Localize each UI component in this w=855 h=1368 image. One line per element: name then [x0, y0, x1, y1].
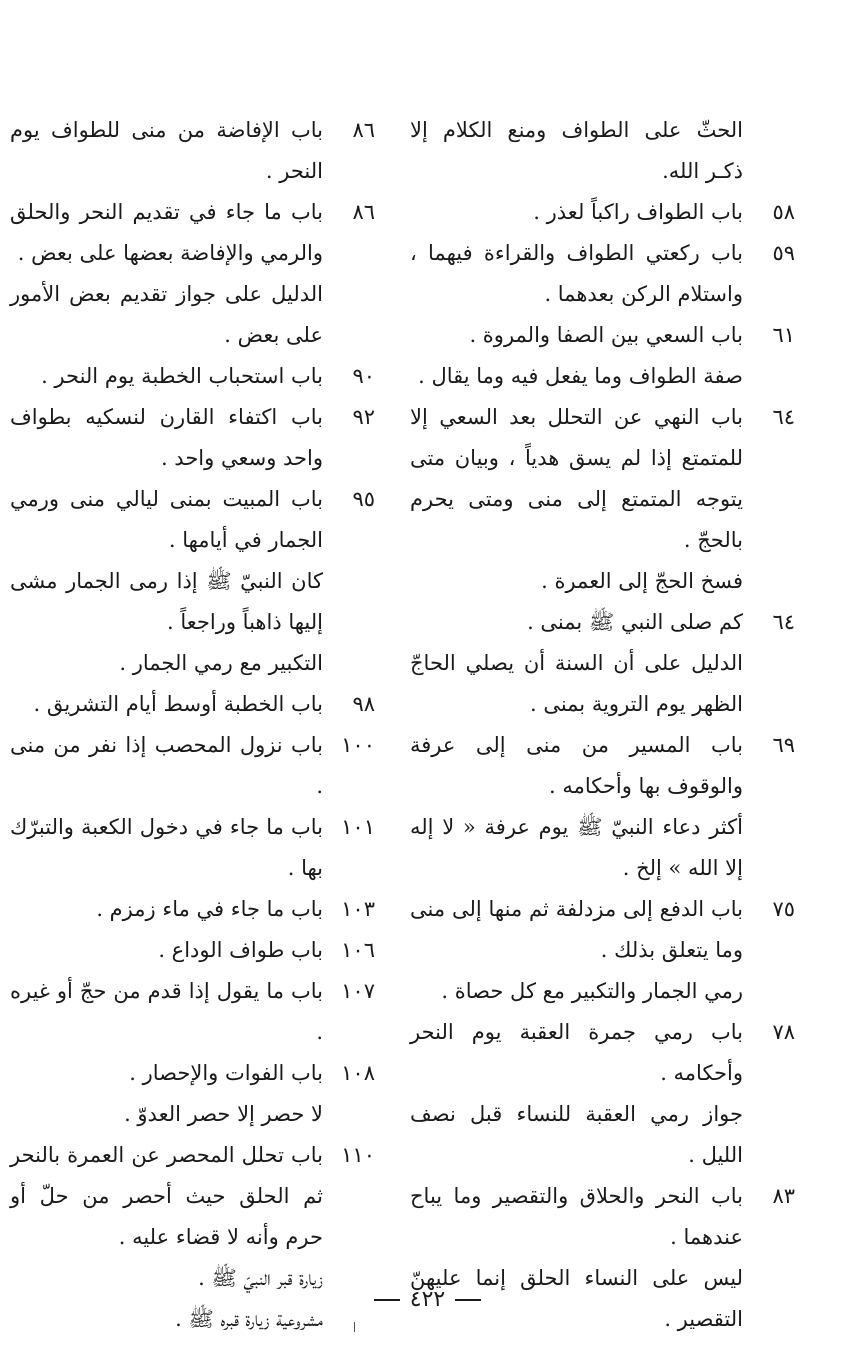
entry-text: فسخ الحجّ إلى العمرة .: [541, 569, 743, 593]
entry-text: أكثر دعاء النبيّ ﷺ يوم عرفة « لا إله إلا الله » إلخ .: [410, 815, 743, 880]
entry-text: التكبير مع رمي الجمار .: [119, 651, 323, 675]
index-entry: [10, 397, 375, 479]
entry-page-number: ٩٠: [352, 364, 375, 388]
entry-text: باب النحر والحلاق والتقصير وما يباح عندهما .: [410, 1184, 743, 1249]
index-entry: [410, 725, 795, 807]
entry-page-number: ١٠٠: [341, 733, 375, 757]
entry-page-number: ١١٠: [341, 1143, 375, 1167]
entry-text: باب ما جاء في ماء زمزم .: [96, 897, 323, 921]
entry-text: باب استحباب الخطبة يوم النحر .: [41, 364, 323, 388]
entry-text: كان النبيّ ﷺ إذا رمى الجمار مشى إليها ذاهباً وراجعاً .: [10, 569, 323, 634]
index-entry: [10, 725, 375, 807]
index-entry: [10, 192, 375, 274]
entry-page-number: ٧٥: [772, 897, 795, 921]
entry-text: كم صلى النبي ﷺ بمنى .: [527, 610, 743, 634]
entry-text: باب الفوات والإحصار .: [129, 1061, 323, 1085]
index-entry: [10, 643, 375, 684]
footer-dash: [374, 1299, 400, 1301]
entry-text: الدليل على أن السنة أن يصلي الحاجّ الظهر يوم التروية بمنى .: [410, 651, 743, 716]
entry-page-number: ١٠٦: [341, 938, 375, 962]
index-entry: [10, 274, 375, 356]
entry-text: ليس على النساء الحلق إنما عليهنّ التقصير .: [410, 1266, 743, 1331]
index-entry: [10, 971, 375, 1053]
entry-text: الحثّ على الطواف ومنع الكلام إلا ذكـر الله.: [410, 118, 743, 183]
entry-page-number: ٨٦: [352, 200, 375, 224]
index-entry: [410, 643, 795, 725]
index-entry: [10, 930, 375, 971]
index-entry: [410, 1094, 795, 1176]
index-entry: [410, 1012, 795, 1094]
entry-text: رمي الجمار والتكبير مع كل حصاة .: [441, 979, 743, 1003]
entry-text: الدليل على جواز تقديم بعض الأمور على بعض .: [10, 282, 323, 347]
entry-text: باب الخطبة أوسط أيام التشريق .: [33, 692, 323, 716]
page-number: ٤٢٢: [409, 1287, 446, 1312]
entry-text: زيارة قبر النبيّ ﷺ .: [198, 1266, 323, 1290]
index-entry: [10, 356, 375, 397]
entry-page-number: ١٠١: [341, 815, 375, 839]
entry-text: مشروعية زيارة قبره ﷺ .: [175, 1307, 323, 1331]
margin-mark: [354, 1322, 355, 1332]
entry-page-number: ٦٤: [772, 405, 795, 429]
entry-text: باب ركعتي الطواف والقراءة فيهما ، واستلام الركن بعدهما .: [410, 241, 743, 306]
entry-page-number: ٩٨: [352, 692, 375, 716]
index-entry: [10, 807, 375, 889]
entry-text: باب المبيت بمنى ليالي منى ورمي الجمار في أيامها .: [10, 487, 323, 552]
entry-page-number: ٦٤: [772, 610, 795, 634]
index-entry: [410, 971, 795, 1012]
entry-text: باب تحلل المحصر عن العمرة بالنحر ثم الحلق حيث أحصر من حلّ أو حرم وأنه لا قضاء عليه .: [10, 1143, 323, 1249]
entry-text: باب اكتفاء القارن لنسكيه بطواف واحد وسعي واحد .: [10, 405, 323, 470]
index-entry: [410, 561, 795, 602]
index-entry: [410, 192, 795, 233]
index-entry: [410, 397, 795, 561]
index-entry: [10, 1053, 375, 1094]
left-column: [10, 110, 375, 1340]
entry-text: باب نزول المحصب إذا نفر من منى .: [10, 733, 323, 798]
entry-page-number: ٦٩: [772, 733, 795, 757]
index-entry: [10, 561, 375, 643]
entry-page-number: ٩٥: [352, 487, 375, 511]
entry-page-number: ١٠٧: [341, 979, 375, 1003]
entry-text: باب الدفع إلى مزدلفة ثم منها إلى منى وما يتعلق بذلك .: [410, 897, 743, 962]
entry-page-number: ١٠٣: [341, 897, 375, 921]
index-entry: [410, 1176, 795, 1258]
entry-text: باب طواف الوداع .: [158, 938, 323, 962]
entry-text: باب ما جاء في تقديم النحر والحلق والرمي والإفاضة بعضها على بعض .: [10, 200, 323, 265]
index-entry: [410, 602, 795, 643]
entry-text: باب رمي جمرة العقبة يوم النحر وأحكامه .: [410, 1020, 743, 1085]
index-entry: [410, 889, 795, 971]
entry-page-number: ١٠٨: [341, 1061, 375, 1085]
entry-text: باب الطواف راكباً لعذر .: [533, 200, 743, 224]
entry-text: لا حصر إلا حصر العدوّ .: [124, 1102, 323, 1126]
index-entry: [410, 110, 795, 192]
footer-dash: [455, 1299, 481, 1301]
entry-text: باب السعي بين الصفا والمروة .: [469, 323, 743, 347]
index-entry: [10, 1135, 375, 1258]
entry-text: باب ما جاء في دخول الكعبة والتبرّك بها .: [10, 815, 323, 880]
right-column: [410, 110, 795, 1340]
index-entry: [10, 479, 375, 561]
entry-page-number: ٧٨: [772, 1020, 795, 1044]
entry-text: جواز رمي العقبة للنساء قبل نصف الليل .: [410, 1102, 743, 1167]
entry-text: باب المسير من منى إلى عرفة والوقوف بها وأحكامه .: [410, 733, 743, 798]
entry-page-number: ٦١: [772, 323, 795, 347]
index-entry: [10, 684, 375, 725]
entry-page-number: ٨٦: [352, 118, 375, 142]
entry-text: باب ما يقول إذا قدم من حجّ أو غيره .: [10, 979, 323, 1044]
entry-page-number: ٥٩: [772, 241, 795, 265]
entry-text: صفة الطواف وما يفعل فيه وما يقال .: [418, 364, 743, 388]
entry-text: باب الإفاضة من منى للطواف يوم النحر .: [10, 118, 323, 183]
page-footer: [0, 1287, 855, 1312]
index-entry: [10, 1094, 375, 1135]
index-entry: [10, 889, 375, 930]
index-entry: [10, 110, 375, 192]
entry-page-number: ٩٢: [352, 405, 375, 429]
entry-page-number: ٨٣: [772, 1184, 795, 1208]
index-entry: [410, 315, 795, 356]
index-entry: [410, 356, 795, 397]
entry-text: باب النهي عن التحلل بعد السعي إلا للمتمتع إذا لم يسق هدياً ، وبيان متى يتوجه المتمتع إلى منى ومتى يحرم بالحجّ .: [410, 405, 743, 552]
entry-page-number: ٥٨: [772, 200, 795, 224]
index-entry: [410, 807, 795, 889]
index-entry: [410, 233, 795, 315]
